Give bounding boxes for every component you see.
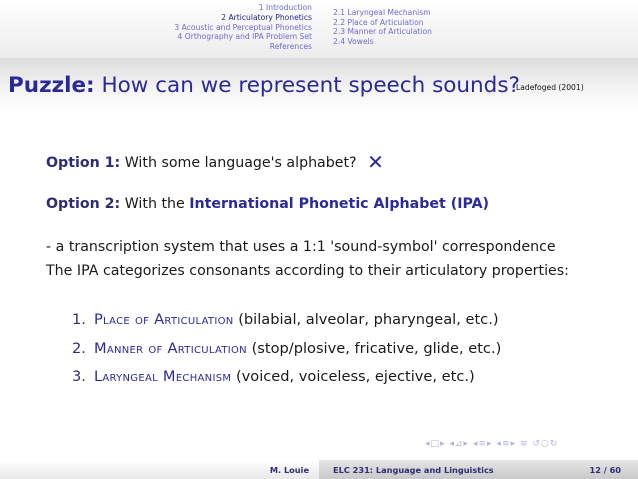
section-icon[interactable]: ≡	[478, 439, 488, 449]
list-item	[72, 340, 501, 357]
back-forward-icon[interactable]: ↺	[532, 439, 541, 449]
nav-section-acoustic-perceptual[interactable]: 3 Acoustic and Perceptual Phonetics	[174, 22, 312, 32]
nav-next-frame-icon[interactable]: ▸	[440, 439, 446, 449]
nav-section-orthography-ipa[interactable]: 4 Orthography and IPA Problem Set	[177, 32, 312, 42]
subsection-icon[interactable]: ⊿	[454, 439, 464, 449]
list-item-term: Laryngeal Mechanism	[93, 368, 232, 385]
option-1-label: Option 1:	[46, 155, 121, 171]
option-1-text: With some language's alphabet?	[124, 155, 357, 171]
ipa-description: - a transcription system that uses a 1:1 'sound-symbol' correspondence	[46, 239, 556, 255]
list-item-detail: (bilabial, alveolar, pharyngeal, etc.)	[238, 311, 499, 328]
frame-icon[interactable]: □	[430, 439, 441, 449]
footer-author: M. Louie	[269, 465, 309, 475]
nav-subsection-place[interactable]: 2.2 Place of Articulation	[333, 17, 424, 27]
frame-title-question: How can we represent speech sounds?	[101, 73, 520, 98]
frame-title	[8, 73, 520, 98]
list-item	[72, 368, 475, 385]
document-icon[interactable]: ≡	[519, 439, 529, 449]
nav-prev-subsection-icon[interactable]: ◂	[449, 439, 455, 449]
nav-prev-page-icon[interactable]: ◂	[496, 439, 502, 449]
list-item-term: Place of Articulation	[93, 311, 234, 328]
nav-subsection-laryngeal[interactable]: 2.1 Laryngeal Mechanism	[333, 8, 431, 17]
footer-title: ELC 231: Language and Linguistics	[333, 465, 494, 475]
nav-subsection-vowels[interactable]: 2.4 Vowels	[333, 36, 374, 46]
option-2-highlight: International Phonetic Alphabet (IPA)	[189, 196, 490, 212]
nav-subsection-manner[interactable]: 2.3 Manner of Articulation	[333, 27, 432, 37]
footer-bar	[0, 460, 638, 479]
nav-next-page-icon[interactable]: ▸	[510, 439, 517, 449]
citation: Ladefoged (2001)	[516, 83, 584, 92]
nav-section-introduction[interactable]: 1 Introduction	[258, 3, 312, 12]
list-item-detail: (voiced, voiceless, ejective, etc.)	[235, 368, 475, 385]
frame-title-label: Puzzle:	[8, 73, 95, 98]
headline-bar	[0, 0, 638, 59]
footer-title-box	[319, 460, 638, 479]
list-item	[72, 311, 499, 328]
list-item-detail: (stop/plosive, fricative, glide, etc.)	[251, 340, 502, 357]
page-icon[interactable]: ≡	[501, 439, 511, 449]
option-1	[46, 148, 384, 172]
page-number: 12 / 60	[589, 465, 621, 475]
search-icon[interactable]: ○	[540, 439, 550, 449]
nav-next-subsection-icon[interactable]: ▸	[463, 439, 470, 449]
nav-section-articulatory-phonetics[interactable]: 2 Articulatory Phonetics	[221, 12, 312, 22]
option-2-text: With the	[124, 196, 185, 212]
nav-prev-section-icon[interactable]: ◂	[472, 439, 479, 449]
beamer-navigation-symbols	[425, 439, 558, 449]
list-item-term: Manner of Articulation	[93, 340, 247, 357]
forward-icon[interactable]: ↻	[549, 439, 559, 449]
subsection-navigation	[333, 8, 432, 46]
nav-section-references[interactable]: References	[269, 42, 312, 52]
option-2-label: Option 2:	[46, 196, 121, 212]
nav-next-section-icon[interactable]: ▸	[487, 439, 493, 449]
list-item-number: 2.	[72, 340, 86, 357]
cross-icon: ✕	[367, 150, 384, 174]
nav-prev-frame-icon[interactable]: ◂	[425, 439, 431, 449]
footer-author-box	[0, 460, 319, 479]
option-2	[46, 196, 489, 212]
list-item-number: 3.	[72, 368, 86, 385]
ipa-categories-intro: The IPA categorizes consonants according to their articulatory properties:	[46, 263, 569, 279]
frame-title-bar	[0, 58, 638, 112]
section-navigation	[174, 3, 312, 52]
list-item-number: 1.	[72, 311, 86, 328]
